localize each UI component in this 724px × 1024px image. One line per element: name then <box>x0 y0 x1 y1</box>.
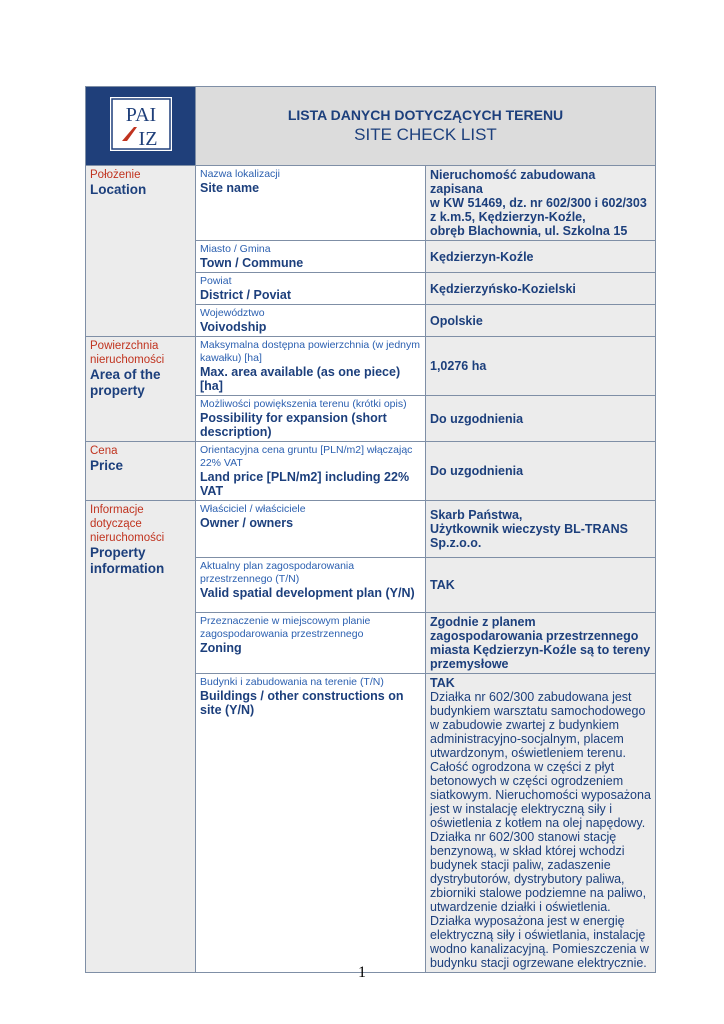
field-town-pl: Miasto / Gmina <box>200 243 271 255</box>
field-district <box>196 273 426 305</box>
field-land-price-en: Land price [PLN/m2] including 22% VAT <box>200 470 410 498</box>
site-check-list <box>85 86 655 973</box>
field-owner <box>196 501 426 558</box>
value-plan-text: TAK <box>430 578 455 592</box>
field-expansion <box>196 396 426 442</box>
section-location-en: Location <box>90 182 147 197</box>
field-district-en: District / Poviat <box>200 288 291 302</box>
field-owner-pl: Właściciel / właściciele <box>200 503 306 515</box>
site-check-table <box>85 86 656 973</box>
field-site-name <box>196 166 426 241</box>
value-buildings-head: TAK <box>430 676 455 690</box>
value-buildings <box>426 674 656 973</box>
field-buildings <box>196 674 426 973</box>
section-location-pl: Położenie <box>90 169 141 181</box>
page-number: 1 <box>358 964 366 981</box>
row-owner <box>86 501 656 558</box>
value-site-name-line: z k.m.5, Kędzierzyn-Koźle, <box>430 210 586 224</box>
value-zoning-text: Zgodnie z planem zagospodarowania przestrzennego miasta Kędzierzyn-Koźle są to tereny przemysłowe <box>430 615 651 671</box>
field-plan-pl: Aktualny plan zagospodarowania przestrzennego (T/N) <box>200 560 355 585</box>
value-owner-line: Skarb Państwa, <box>430 508 523 522</box>
value-site-name-line: Nieruchomość zabudowana zapisana <box>430 168 596 196</box>
section-price <box>86 442 196 501</box>
section-property-en: Property information <box>90 545 165 576</box>
field-town <box>196 241 426 273</box>
logo-top-text: PAI <box>125 103 156 126</box>
field-land-price <box>196 442 426 501</box>
field-buildings-en: Buildings / other constructions on site (Y/N) <box>200 689 404 717</box>
field-buildings-pl: Budynki i zabudowania na terenie (T/N) <box>200 676 384 688</box>
field-voivodship-pl: Województwo <box>200 307 265 319</box>
row-site-name <box>86 166 656 241</box>
title-polish: LISTA DANYCH DOTYCZĄCYCH TERENU <box>287 107 564 123</box>
section-location <box>86 166 196 337</box>
value-zoning <box>426 613 656 674</box>
title-cell <box>196 87 656 166</box>
value-max-area-text: 1,0276 ha <box>430 359 487 373</box>
row-max-area <box>86 337 656 396</box>
row-land-price <box>86 442 656 501</box>
value-expansion-text: Do uzgodnienia <box>430 411 524 426</box>
field-land-price-pl: Orientacyjna cena gruntu [PLN/m2] włączając 22% VAT <box>200 444 413 469</box>
section-area-pl: Powierzchnia nieruchomości <box>90 340 165 366</box>
value-voivodship-text: Opolskie <box>430 313 483 328</box>
section-property-pl: Informacje dotyczące nieruchomości <box>90 504 165 544</box>
value-plan <box>426 558 656 613</box>
logo-cell <box>86 87 196 166</box>
value-expansion <box>426 396 656 442</box>
field-plan <box>196 558 426 613</box>
value-land-price-text: Do uzgodnienia <box>430 464 524 478</box>
field-max-area-pl: Maksymalna dostępna powierzchnia (w jednym kawałku) [ha] <box>200 339 421 364</box>
section-area-en: Area of the property <box>90 367 161 398</box>
value-voivodship <box>426 305 656 337</box>
value-owner-line: Sp.z.o.o. <box>430 536 482 550</box>
section-price-en: Price <box>90 458 124 473</box>
section-area <box>86 337 196 442</box>
value-site-name <box>426 166 656 241</box>
field-site-name-pl: Nazwa lokalizacji <box>200 168 280 180</box>
value-buildings-body: Działka nr 602/300 zabudowana jest budynkiem warsztatu samochodowego w zabudowie zwartej z budynkiem administracyjno-socjalnym, placem utwardzonym, oświetleniem terenu. Całość ogrodzona w części z płyt betonowych w części ogrodzeniem siatkowym. Nieruchomości wyposażona jest w instalację elektryczną siły i oświetlenia z kotłem na olej napędowy. Działka nr 602/300 stanowi stację benzynową, w skład której wchodzi budynek stacji paliw, zadaszenie dystrybutorów, dystrybutory paliwa, zbiorniki stalowe podziemne na paliwo, utwardzenie działki i oświetlenia. Działka wyposażona jest w energię elektryczną siły i oświetlania, instalację wodno kanalizacyjną. Pomieszczenia w budynku stacji ogrzewane elektrycznie. <box>430 690 651 970</box>
value-owner <box>426 501 656 558</box>
value-max-area <box>426 337 656 396</box>
value-site-name-line: obręb Blachownia, ul. Szkolna 15 <box>430 224 628 238</box>
field-zoning-pl: Przeznaczenie w miejscowym planie zagospodarowania przestrzennego <box>200 615 371 640</box>
value-town <box>426 241 656 273</box>
field-expansion-en: Possibility for expansion (short description) <box>200 411 387 439</box>
section-property <box>86 501 196 973</box>
header-row <box>86 87 656 166</box>
value-site-name-line: w KW 51469, dz. nr 602/300 i 602/303 <box>430 196 647 210</box>
value-district-text: Kędzierzyńsko-Kozielski <box>430 281 576 296</box>
paiz-logo <box>110 97 172 151</box>
field-district-pl: Powiat <box>200 275 232 287</box>
value-town-text: Kędzierzyn-Koźle <box>430 249 534 264</box>
field-zoning-en: Zoning <box>200 641 242 655</box>
value-land-price <box>426 442 656 501</box>
field-expansion-pl: Możliwości powiększenia terenu (krótki opis) <box>200 398 407 410</box>
logo-bottom-text: IZ <box>138 127 157 150</box>
field-zoning <box>196 613 426 674</box>
title-english: SITE CHECK LIST <box>354 125 497 144</box>
field-voivodship <box>196 305 426 337</box>
field-voivodship-en: Voivodship <box>200 320 267 334</box>
section-price-pl: Cena <box>90 445 118 457</box>
field-max-area <box>196 337 426 396</box>
field-town-en: Town / Commune <box>200 256 304 270</box>
value-owner-line: Użytkownik wieczysty BL-TRANS <box>430 522 628 536</box>
field-owner-en: Owner / owners <box>200 516 294 530</box>
value-district <box>426 273 656 305</box>
field-max-area-en: Max. area available (as one piece) [ha] <box>200 365 401 393</box>
field-site-name-en: Site name <box>200 181 260 195</box>
field-plan-en: Valid spatial development plan (Y/N) <box>200 586 415 600</box>
